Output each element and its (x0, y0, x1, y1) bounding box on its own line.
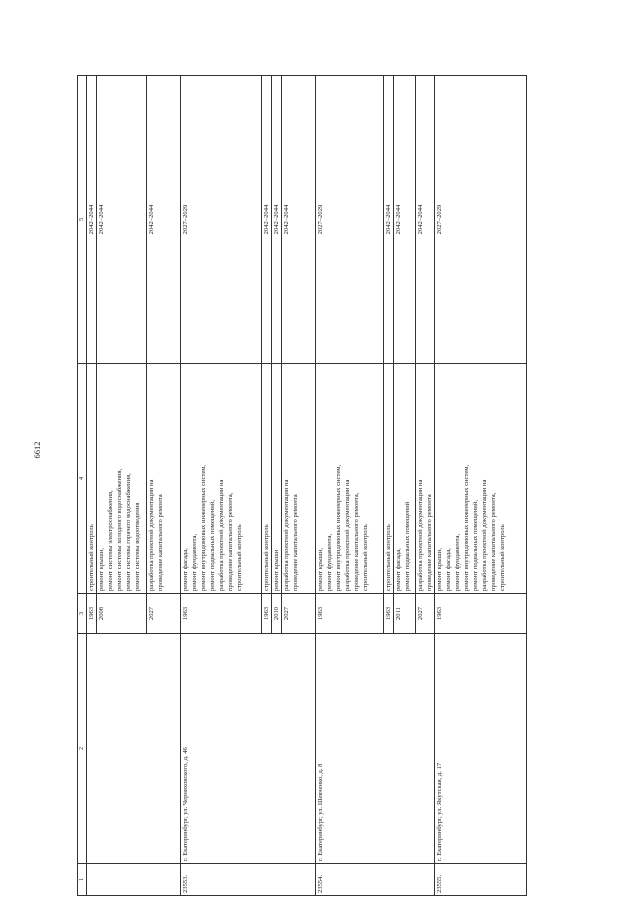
work-item: проведение капитального ремонта (426, 494, 433, 591)
period-cell: 2042–2044 (262, 76, 272, 364)
work-item: ремонт системы электроснабжения, (107, 490, 114, 591)
work-item: ремонт крыши, (98, 548, 105, 591)
works-cell (416, 364, 435, 594)
year-cell: 2027 (282, 594, 316, 634)
period-cell: 2027–2029 (181, 76, 262, 364)
year-cell: 1963 (384, 594, 394, 634)
address-cell: г. Екатеринбург, ул. Черняховского, д. 46 (181, 634, 316, 864)
work-item: строительный контроль (385, 524, 392, 591)
work-item: проведение капитального ремонта, (490, 492, 497, 591)
year-cell: 2008 (97, 594, 147, 634)
period-cell: 2027–2029 (316, 76, 384, 364)
header-cell-5: 5 (78, 76, 87, 364)
works-cell (262, 364, 272, 594)
table-row (435, 76, 527, 896)
work-item: ремонт системы водоотведения (134, 502, 141, 591)
period-cell: 2042–2044 (282, 76, 316, 364)
works-cell (384, 364, 394, 594)
period-cell: 2042–2044 (147, 76, 181, 364)
work-item: проведение капитального ремонта, (353, 492, 360, 591)
row-number-cell (87, 864, 181, 896)
work-item: ремонт подвальных помещений (404, 501, 411, 591)
work-item: строительный контроль (263, 524, 270, 591)
capital-repair-table (77, 75, 527, 896)
work-item: ремонт фасада, (182, 548, 189, 591)
period-cell: 2027–2029 (435, 76, 527, 364)
work-item: проведение капитального ремонта, (227, 492, 234, 591)
work-item: ремонт внутридомовых инженерных систем, (200, 464, 207, 591)
period-cell: 2042–2044 (394, 76, 416, 364)
works-cell (181, 364, 262, 594)
work-item: проведение капитального ремонта (157, 494, 164, 591)
work-item: строительный контроль (499, 524, 506, 591)
work-item: проведение капитального ремонта (292, 494, 299, 591)
period-cell: 2042–2044 (272, 76, 282, 364)
work-item: ремонт крыши, (436, 548, 443, 591)
row-number-cell: 23554. (316, 864, 435, 896)
work-item: строительный контроль (236, 524, 243, 591)
address-cell: г. Екатеринбург, ул. Якутская, д. 17 (435, 634, 527, 864)
work-item: строительный контроль (88, 524, 95, 591)
table-row (87, 76, 97, 896)
work-item: разработка проектной документации на (148, 479, 155, 591)
year-cell: 1963 (262, 594, 272, 634)
year-cell: 1963 (87, 594, 97, 634)
works-cell (97, 364, 147, 594)
year-cell: 2027 (416, 594, 435, 634)
address-cell (87, 634, 181, 864)
works-cell (272, 364, 282, 594)
rotated-table-container (77, 76, 567, 896)
year-cell: 2027 (147, 594, 181, 634)
work-item: ремонт фундамента, (326, 533, 333, 591)
work-item: ремонт фундамента, (191, 533, 198, 591)
year-cell: 1963 (316, 594, 384, 634)
work-item: разработка проектной документации на (417, 479, 424, 591)
work-item: ремонт крыши (273, 549, 280, 591)
work-item: разработка проектной документации на (481, 479, 488, 591)
address-cell: г. Екатеринбург, ул. Шевченко, д. 8 (316, 634, 435, 864)
year-cell: 1963 (181, 594, 262, 634)
period-cell: 2042–2044 (416, 76, 435, 364)
header-cell-4: 4 (78, 364, 87, 594)
header-cell-1: 1 (78, 864, 87, 896)
year-cell: 2011 (394, 594, 416, 634)
work-item: разработка проектной документации на (344, 479, 351, 591)
work-item: строительный контроль (362, 524, 369, 591)
period-cell: 2042–2044 (384, 76, 394, 364)
work-item: ремонт системы горячего водоснабжения, (125, 473, 132, 591)
header-cell-3: 3 (78, 594, 87, 634)
work-item: ремонт фундамента, (454, 533, 461, 591)
period-cell: 2042–2044 (97, 76, 147, 364)
work-item: ремонт внутридомовых инженерных систем, (335, 464, 342, 591)
header-cell-2: 2 (78, 634, 87, 864)
works-cell (147, 364, 181, 594)
work-item: ремонт подвальных помещений, (209, 500, 216, 591)
works-cell (282, 364, 316, 594)
work-item: ремонт системы холодного водоснабжения, (116, 468, 123, 591)
work-item: ремонт фасада, (445, 548, 452, 591)
work-item: ремонт подвальных помещений, (472, 500, 479, 591)
year-cell: 2010 (272, 594, 282, 634)
row-number-cell: 23555. (435, 864, 527, 896)
works-cell (87, 364, 97, 594)
header-row (78, 76, 87, 896)
works-cell (435, 364, 527, 594)
works-cell (394, 364, 416, 594)
period-cell: 2042–2044 (87, 76, 97, 364)
page-number: 6612 (32, 441, 42, 459)
table-row (181, 76, 262, 896)
work-item: разработка проектной документации на (218, 479, 225, 591)
work-item: ремонт крыши, (317, 548, 324, 591)
work-item: ремонт фасада, (395, 548, 402, 591)
row-number-cell: 23553. (181, 864, 316, 896)
work-item: ремонт внутридомовых инженерных систем, (463, 464, 470, 591)
year-cell: 1963 (435, 594, 527, 634)
work-item: разработка проектной документации на (283, 479, 290, 591)
works-cell (316, 364, 384, 594)
table-row (316, 76, 384, 896)
